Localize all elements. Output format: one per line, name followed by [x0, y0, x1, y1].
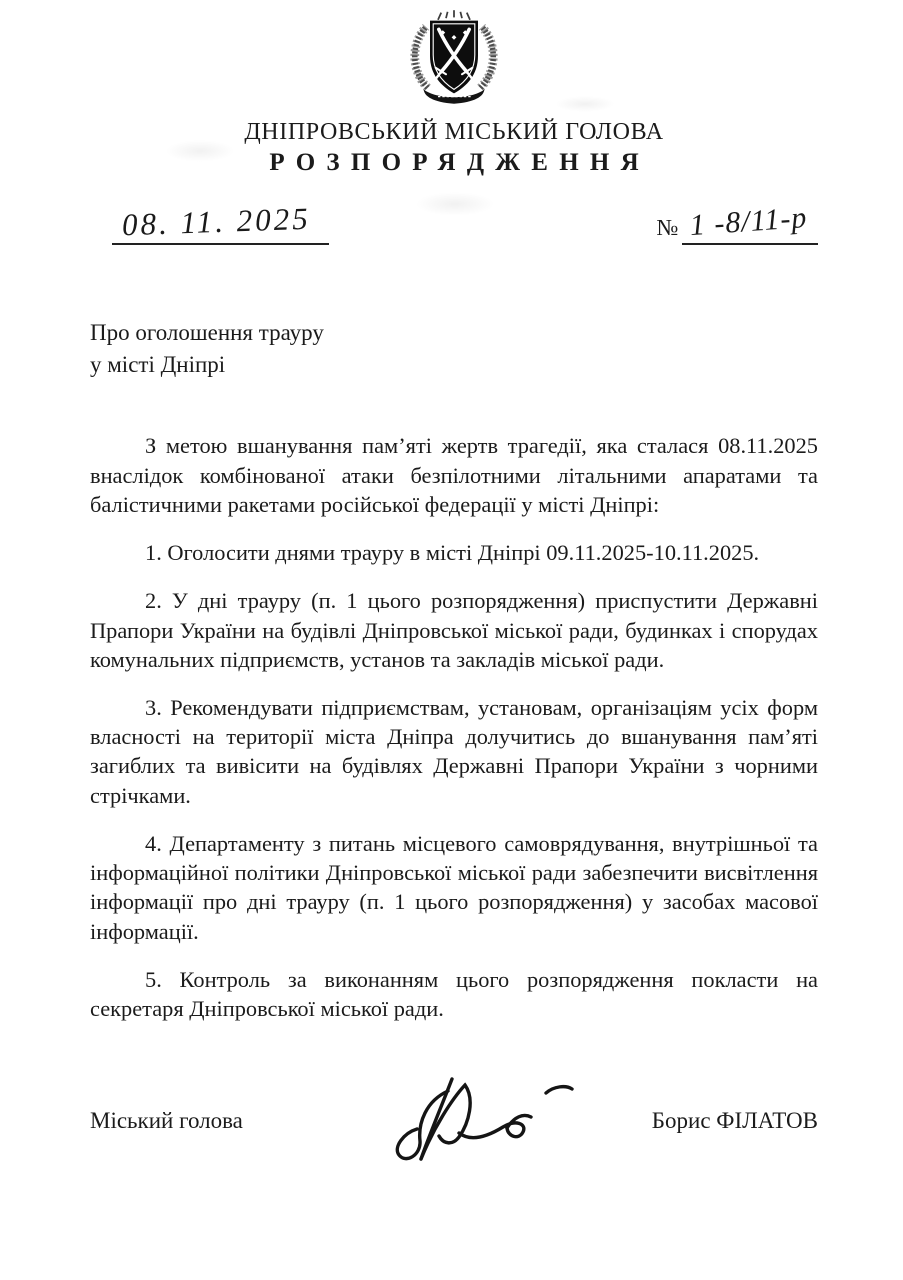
subject-block: [90, 317, 818, 381]
decree-preamble: З метою вшанування пам’яті жертв трагедії, яка сталася 08.11.2025 внаслідок комбінованої атаки безпілотними літальними апаратами та балістичними ракетами російської федерації у місті Дніпрі:: [90, 433, 818, 517]
decree-body: [90, 431, 818, 1023]
number-underline: [682, 200, 818, 245]
subject-line-1: Про оголошення трауру: [90, 320, 324, 345]
decree-item-2: 2. У дні трауру (п. 1 цього розпорядження) приспустити Державні Прапори України на будівлі Дніпровської міської ради, будинках і спорудах комунальних підприємств, установ та закладів міської ради.: [90, 588, 818, 672]
handwritten-signature: [350, 1071, 600, 1171]
document-type-title: РОЗПОРЯДЖЕННЯ: [269, 149, 650, 176]
decree-item-5: 5. Контроль за виконанням цього розпорядження покласти на секретаря Дніпровської міської ради.: [90, 966, 818, 1022]
decree-item-3: 3. Рекомендувати підприємствам, установам, організаціям усіх форм власності на території міста Дніпра долучитись до вшанування пам’яті загиблих та вивісити на будівлях Державні Прапори України з чорними стрічками.: [90, 695, 818, 808]
decree-item-1: 1. Оголосити днями трауру в місті Дніпрі 09.11.2025-10.11.2025.: [145, 540, 760, 566]
handwritten-date: 08. 11. 2025: [121, 200, 312, 243]
handwritten-number: 1 -8/11-р: [689, 200, 809, 243]
decree-item-4: 4. Департаменту з питань місцевого самоврядування, внутрішньої та інформаційної політики Дніпровської міської ради забезпечити висвітлення інформації про дні трауру (п. 1 цього розпорядження) у засобах масової інформації.: [90, 830, 818, 944]
document-number-field: [656, 200, 818, 245]
signer-name: Борис ФІЛАТОВ: [651, 1108, 818, 1134]
dnipro-coat-of-arms-icon: [406, 8, 502, 110]
document-date-field: [112, 200, 329, 245]
issuing-authority-title: ДНІПРОВСЬКИЙ МІСЬКИЙ ГОЛОВА: [244, 119, 664, 145]
subject-line-2: у місті Дніпрі: [90, 352, 226, 378]
emblem-container: [90, 8, 818, 115]
signature-block: [90, 1071, 818, 1171]
number-sign: №: [656, 215, 679, 240]
signer-position-title: Міський голова: [90, 1108, 243, 1134]
meta-row: [90, 193, 818, 245]
